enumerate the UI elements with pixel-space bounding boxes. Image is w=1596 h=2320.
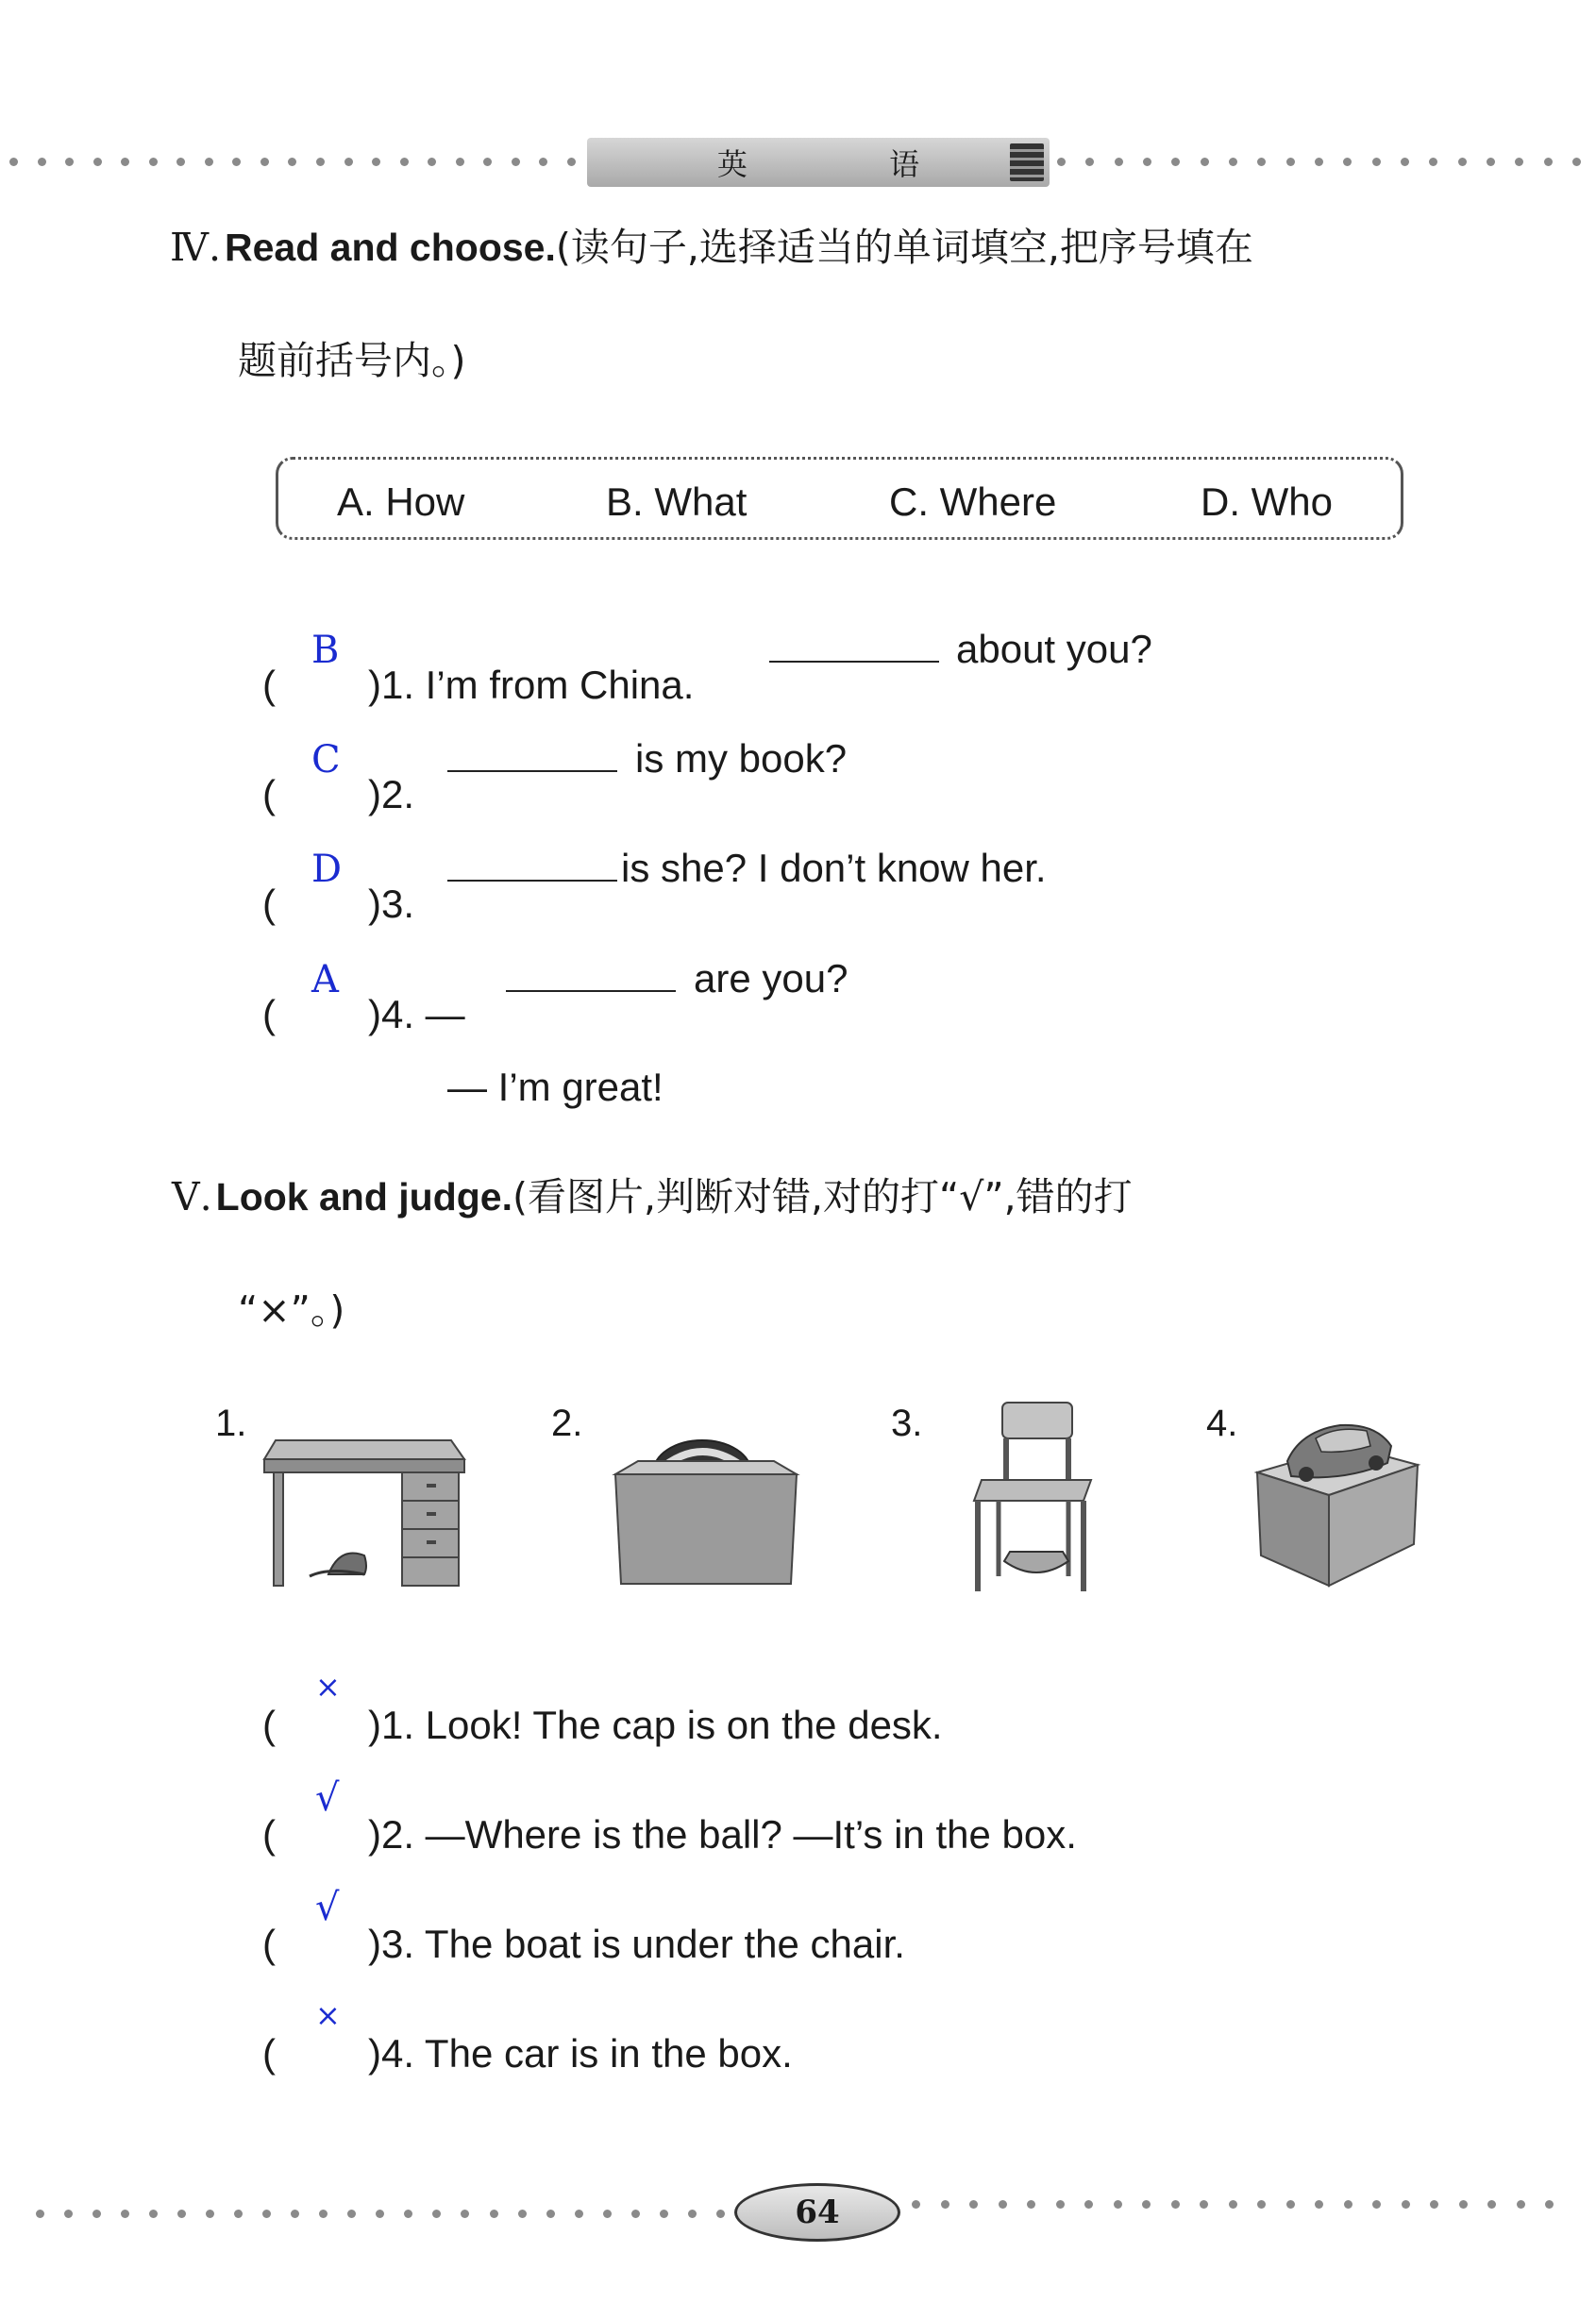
answer-2: C — [311, 738, 341, 782]
question-2-after: is my book? — [635, 736, 848, 781]
option-b: B. What — [606, 479, 748, 524]
option-a: A. How — [337, 479, 465, 524]
page-number: 64 — [734, 2183, 900, 2242]
statement-3: ( )3. The boat is under the chair. — [262, 1922, 905, 1966]
question-2-blank — [447, 736, 617, 782]
section-numeral: Ⅳ. — [170, 225, 221, 270]
question-1: ( )1. I’m from China. — [262, 663, 695, 707]
picture-number: 3. — [891, 1403, 923, 1444]
question-3: ( )3. — [262, 882, 415, 926]
question-number: )2. — [368, 772, 415, 816]
question-3-blank — [447, 846, 617, 891]
judge-answer-1: × — [315, 1669, 341, 1705]
picture-number: 2. — [551, 1403, 583, 1444]
header-dots-left — [9, 157, 576, 166]
answer-3: D — [311, 848, 343, 891]
picture-number: 4. — [1206, 1403, 1238, 1444]
judge-answer-3: √ — [315, 1886, 340, 1929]
question-4-reply: — I’m great! — [447, 1065, 664, 1109]
statement-text: )1. Look! The cap is on the desk. — [368, 1703, 943, 1747]
question-4: ( )4. — — [262, 992, 465, 1036]
statement-text: )4. The car is in the box. — [368, 2031, 793, 2076]
footer-dots-right — [912, 2199, 1554, 2209]
footer-dots-left — [36, 2209, 725, 2218]
subject-banner: 英 语 — [587, 138, 1050, 187]
section-5-instruction-cont: “×”。) — [238, 1287, 345, 1333]
question-number: )4. — — [368, 992, 465, 1036]
statement-1: ( )1. Look! The cap is on the desk. — [262, 1703, 943, 1747]
question-4-after: are you? — [694, 956, 848, 1000]
question-3-after: is she? I don’t know her. — [621, 846, 1047, 890]
section-title: Read and choose. — [225, 226, 556, 269]
question-number: )1. I’m from China. — [368, 663, 695, 707]
car-on-box-picture — [1253, 1404, 1421, 1589]
answer-4: A — [311, 958, 339, 1001]
picture-number: 1. — [215, 1403, 247, 1444]
section-4-instruction-cont: 题前括号内。) — [238, 338, 466, 383]
option-d: D. Who — [1201, 479, 1334, 524]
book-icon — [1010, 143, 1044, 181]
question-number: )3. — [368, 882, 415, 926]
desk-with-cap-picture — [262, 1423, 470, 1589]
header-dots-right — [1057, 157, 1581, 166]
option-c: C. Where — [889, 479, 1057, 524]
statement-4: ( )4. The car is in the box. — [262, 2031, 793, 2076]
question-4-blank — [506, 956, 676, 1001]
question-1-after: about you? — [956, 627, 1152, 671]
statement-text: )3. The boat is under the chair. — [368, 1922, 905, 1966]
section-numeral: Ⅴ. — [172, 1174, 212, 1219]
statement-2: ( )2. —Where is the ball? —It’s in the box. — [262, 1812, 1077, 1857]
section-5-heading — [172, 1170, 1133, 1223]
statement-text: )2. —Where is the ball? —It’s in the box. — [368, 1812, 1077, 1857]
judge-answer-4: × — [315, 1997, 341, 2033]
answer-1: B — [311, 629, 340, 672]
question-2: ( )2. — [262, 772, 415, 816]
section-title: Look and judge. — [215, 1175, 512, 1219]
ball-in-box-picture — [612, 1433, 800, 1588]
judge-answer-2: √ — [315, 1776, 340, 1820]
chair-with-boat-picture — [970, 1399, 1099, 1595]
section-instruction: (看图片,判断对错,对的打“√”,错的打 — [512, 1174, 1133, 1219]
question-1-rest — [769, 627, 939, 672]
section-instruction: (读句子,选择适当的单词填空,把序号填在 — [555, 225, 1253, 270]
section-4-heading — [170, 221, 1253, 274]
